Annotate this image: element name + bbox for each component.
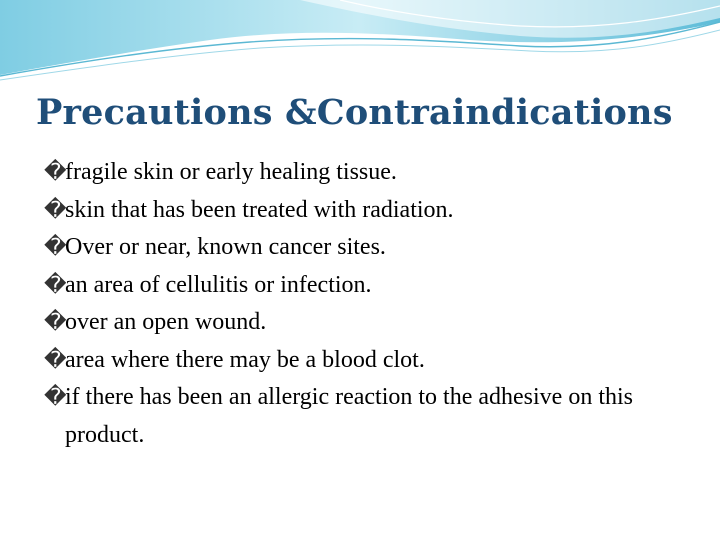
bullet-text: over an open wound. [65, 309, 267, 335]
bullet-text: area where there may be a blood clot. [65, 346, 425, 373]
bullet-item [44, 154, 684, 192]
bullet-icon: � [44, 385, 67, 410]
bullet-list [44, 154, 684, 454]
bullet-text: fragile skin or early healing tissue. [65, 159, 397, 185]
wave-header-decoration [0, 0, 720, 90]
bullet-text: Over or near, known cancer sites. [65, 234, 386, 260]
bullet-icon: � [44, 160, 67, 185]
slide-title: Precautions &Contraindications [36, 92, 673, 133]
bullet-item [44, 229, 684, 267]
bullet-text: skin that has been treated with radiation. [65, 196, 454, 223]
bullet-icon: � [44, 347, 67, 373]
bullet-icon: � [44, 272, 67, 298]
bullet-item [44, 379, 684, 454]
bullet-text: if there has been an allergic reaction to the adhesive on this product. [65, 384, 634, 448]
bullet-item [44, 304, 684, 342]
bullet-icon: � [44, 235, 67, 260]
bullet-icon: � [44, 310, 67, 335]
bullet-item [44, 267, 684, 305]
bullet-text: an area of cellulitis or infection. [65, 271, 372, 298]
bullet-item [44, 342, 684, 380]
bullet-icon: � [44, 197, 67, 223]
bullet-item [44, 192, 684, 230]
